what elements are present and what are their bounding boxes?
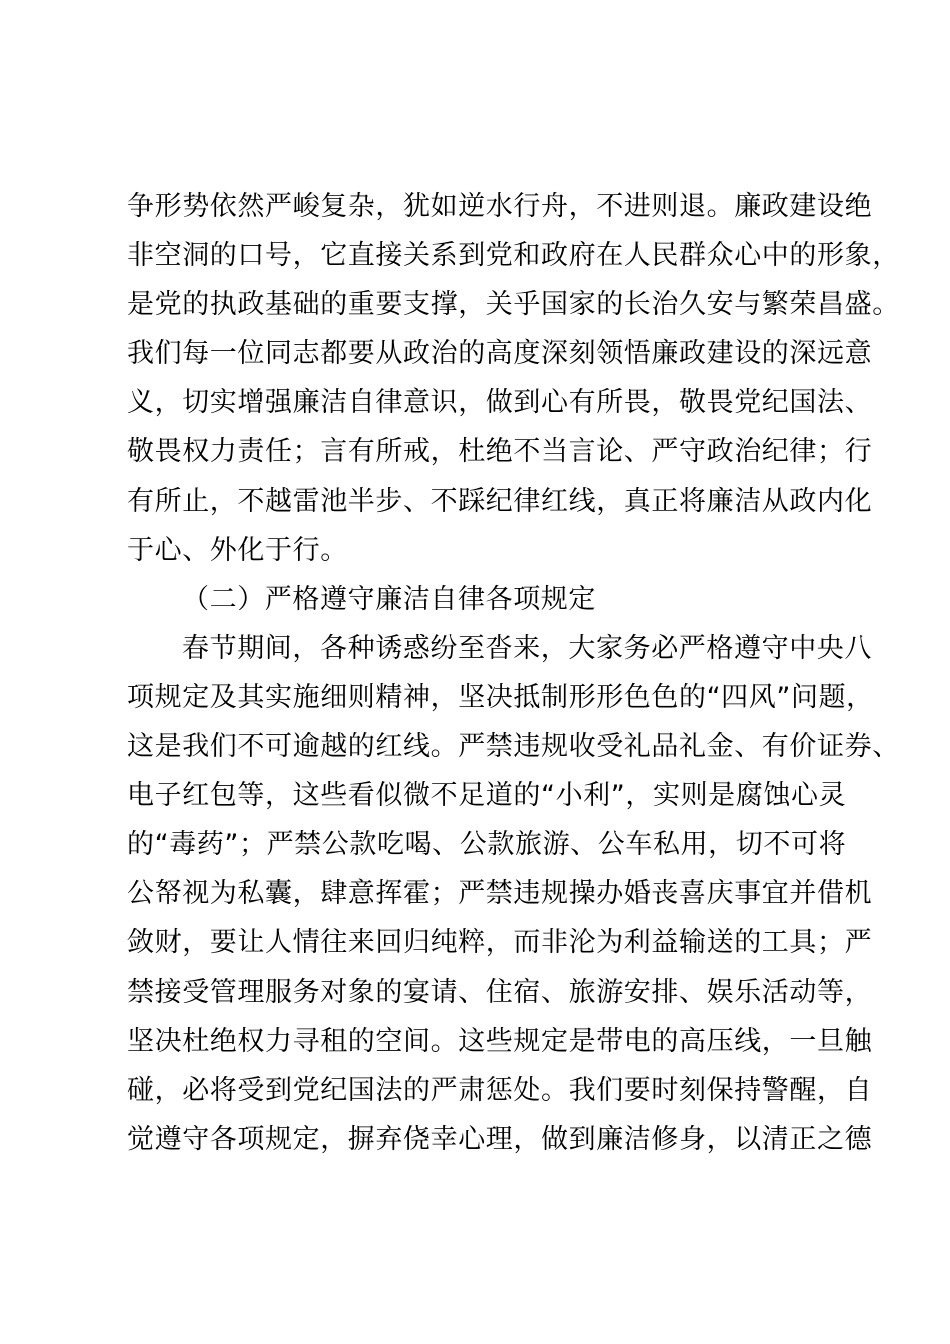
section-heading: （二）严格遵守廉洁自律各项规定	[182, 583, 596, 615]
text-line: 争形势依然严峻复杂，犹如逆水行舟，不进则退。廉政建设绝	[127, 191, 873, 222]
text-line: 禁接受管理服务对象的宴请、住宿、旅游安排、娱乐活动等，	[127, 976, 873, 1008]
text-line: 的“毒药”；严禁公款吃喝、公款旅游、公车私用，切不可将	[127, 829, 847, 861]
text-line: 坚决杜绝权力寻租的空间。这些规定是带电的高压线，一旦触	[127, 1025, 873, 1057]
text-line: 碰，必将受到党纪国法的严肃惩处。我们要时刻保持警醒，自	[127, 1074, 873, 1106]
text-line: 非空洞的口号，它直接关系到党和政府在人民群众心中的形象，	[127, 240, 900, 272]
paragraph	[127, 624, 900, 1164]
paragraph-continued	[127, 182, 900, 575]
text-line: 项规定及其实施细则精神，坚决抵制形形色色的“四风”问题，	[127, 681, 874, 713]
text-line: 春节期间，各种诱惑纷至沓来，大家务必严格遵守中央八	[182, 632, 872, 664]
text-line: 这是我们不可逾越的红线。严禁违规收受礼品礼金、有价证券、	[127, 731, 900, 763]
text-line: 我们每一位同志都要从政治的高度深刻领悟廉政建设的深远意	[127, 338, 873, 370]
text-line: 觉遵守各项规定，摒弃侥幸心理，做到廉洁修身，以清正之德	[127, 1123, 873, 1155]
body-text	[127, 182, 900, 1164]
text-line: 电子红包等，这些看似微不足道的“小利”，实则是腐蚀心灵	[127, 780, 847, 812]
text-line: 于心、外化于行。	[127, 534, 348, 566]
text-line: 是党的执政基础的重要支撑，关乎国家的长治久安与繁荣昌盛。	[127, 289, 900, 321]
text-line: 义，切实增强廉洁自律意识，做到心有所畏，敬畏党纪国法、	[127, 387, 873, 419]
text-line: 敬畏权力责任；言有所戒，杜绝不当言论、严守政治纪律；行	[127, 436, 873, 468]
text-line: 有所止，不越雷池半步、不踩纪律红线，真正将廉洁从政内化	[127, 485, 873, 517]
text-line: 公帑视为私囊，肆意挥霍；严禁违规操办婚丧喜庆事宜并借机	[127, 878, 873, 910]
text-line: 敛财，要让人情往来回归纯粹，而非沦为利益输送的工具；严	[127, 927, 873, 959]
